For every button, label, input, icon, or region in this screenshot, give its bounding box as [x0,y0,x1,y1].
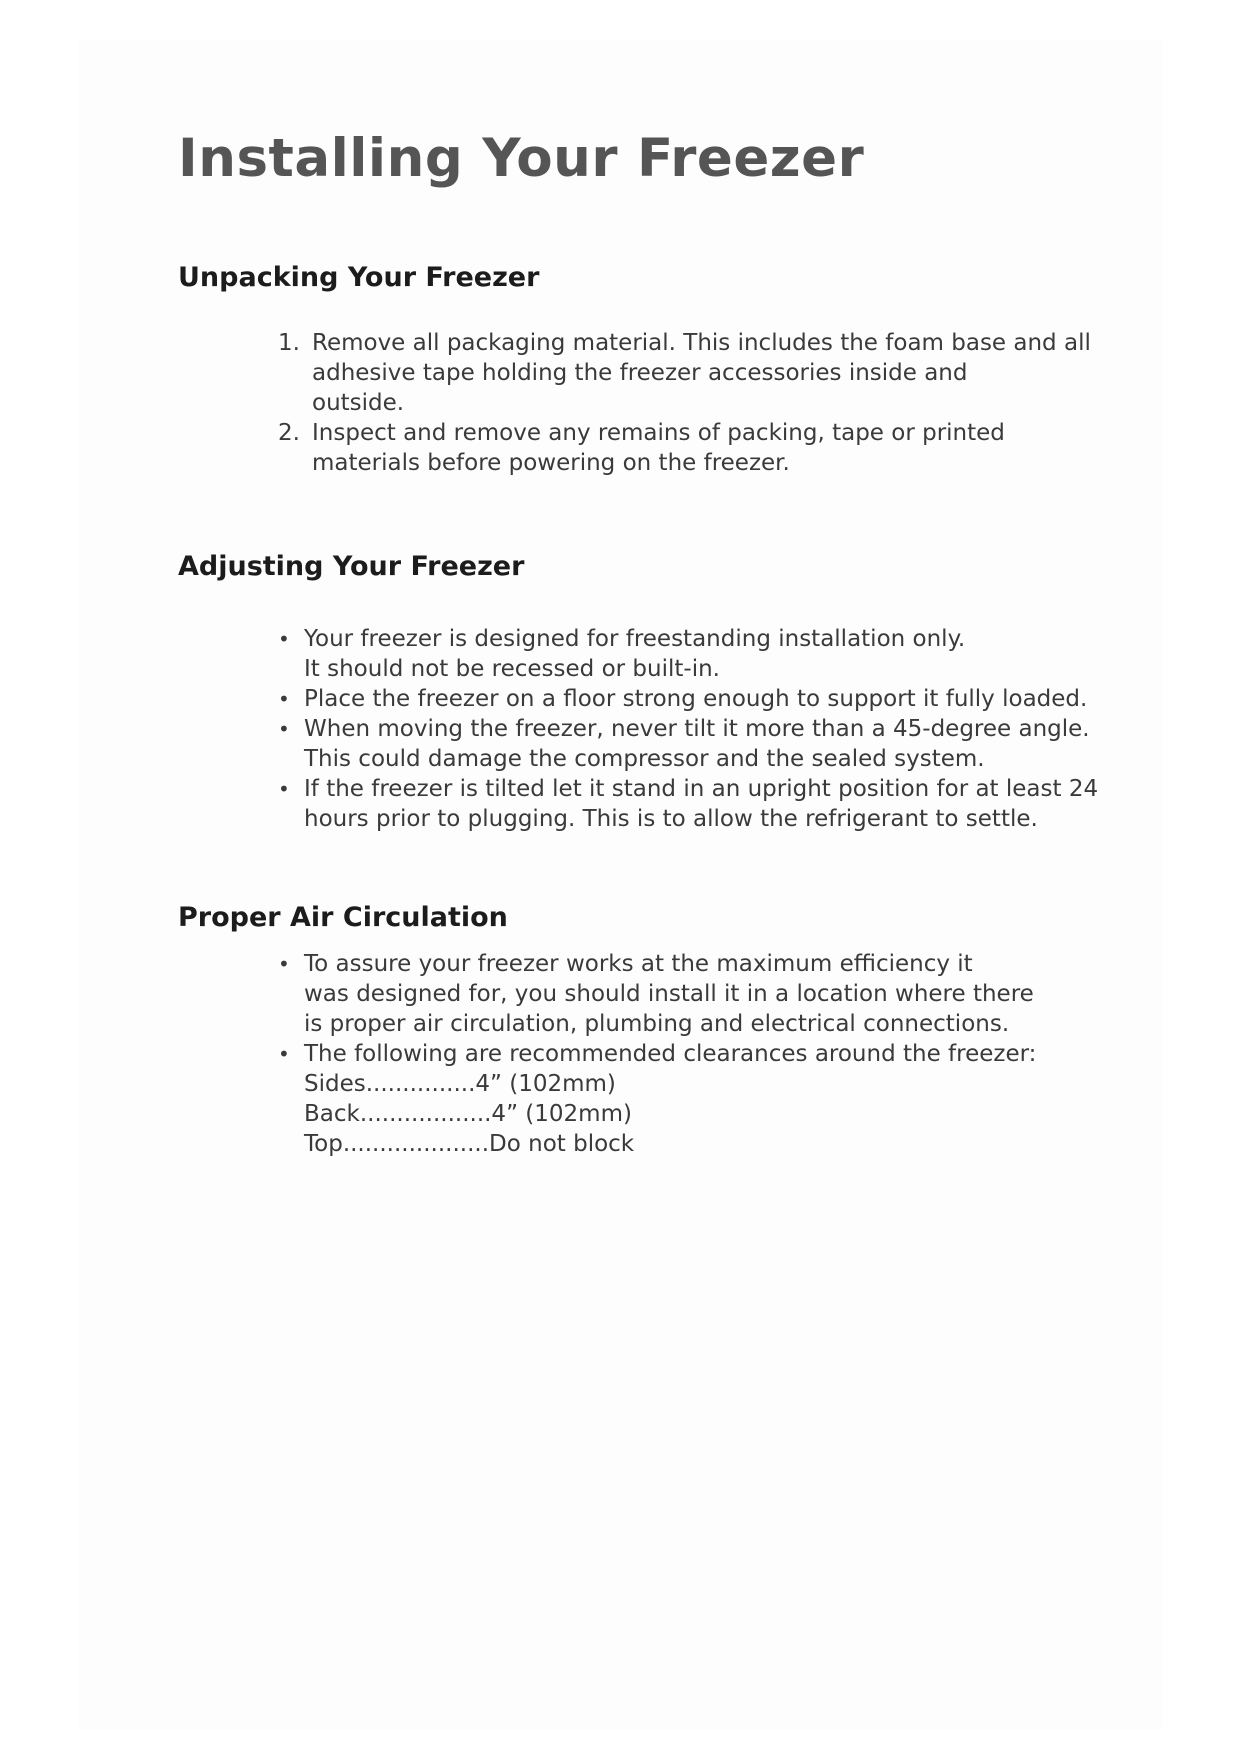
page-sheet [78,40,1163,1730]
text-line: If the freezer is tilted let it stand in an upright position for at least 24 [304,776,1099,802]
section-heading-adjusting: Adjusting Your Freezer [178,551,525,582]
text-line: was designed for, you should install it in a location where there [304,981,1034,1007]
text-line: outside. [312,390,405,416]
list-item [278,714,1098,774]
list-item [278,624,1098,684]
text-line: is proper air circulation, plumbing and electrical connections. [304,1011,1010,1037]
text-line: materials before powering on the freezer. [312,450,790,476]
page-title: Installing Your Freezer [178,128,865,189]
bullet-icon: • [278,777,290,801]
step-number: 2. [278,420,300,446]
text-line: To assure your freezer works at the maximum efficiency it [304,951,973,977]
list-item [278,684,1098,714]
adjusting-list [278,624,1098,834]
clearance-back: Back..................4” (102mm) [304,1101,632,1127]
section-heading-air-circulation: Proper Air Circulation [178,902,508,933]
bullet-icon: • [278,1042,290,1066]
text-line: Inspect and remove any remains of packing, tape or printed [312,420,1005,446]
text-line: adhesive tape holding the freezer accessories inside and [312,360,968,386]
text-line: Place the freezer on a floor strong enough to support it fully loaded. [304,686,1088,712]
step-number: 1. [278,330,300,356]
text-line: It should not be recessed or built-in. [304,656,720,682]
bullet-icon: • [278,952,290,976]
list-item [278,949,1036,1039]
text-line: Remove all packaging material. This includes the foam base and all [312,330,1091,356]
text-line: hours prior to plugging. This is to allow the refrigerant to settle. [304,806,1038,832]
text-line: When moving the freezer, never tilt it more than a 45-degree angle. [304,716,1090,742]
list-item [278,1039,1036,1159]
list-item [278,328,1091,418]
list-item [278,418,1091,478]
text-line: This could damage the compressor and the sealed system. [304,746,985,772]
list-item [278,774,1098,834]
bullet-icon: • [278,627,290,651]
bullet-icon: • [278,687,290,711]
clearance-sides: Sides...............4” (102mm) [304,1071,616,1097]
text-line: The following are recommended clearances around the freezer: [304,1041,1037,1067]
clearance-top: Top....................Do not block [304,1131,635,1157]
text-line: Your freezer is designed for freestanding installation only. [304,626,966,652]
unpacking-steps [278,328,1091,478]
air-circulation-list [278,949,1036,1159]
section-heading-unpacking: Unpacking Your Freezer [178,262,540,293]
bullet-icon: • [278,717,290,741]
